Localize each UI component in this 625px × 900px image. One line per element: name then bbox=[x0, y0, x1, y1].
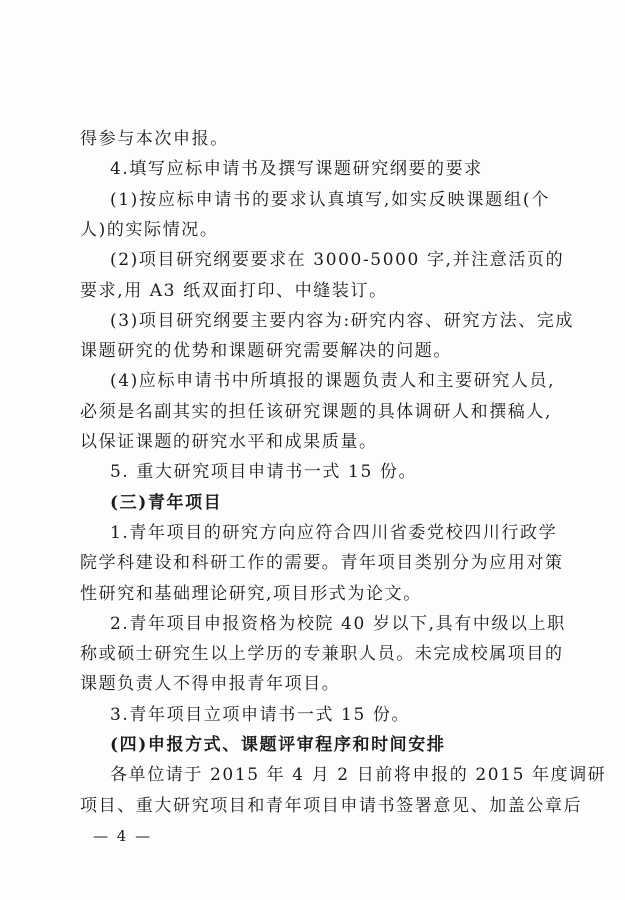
text-line: 1.青年项目的研究方向应符合四川省委党校四川行政学 bbox=[110, 523, 558, 543]
text-line: 5. 重大研究项目申请书一式 15 份。 bbox=[110, 462, 418, 482]
text-line: (3)项目研究纲要主要内容为:研究内容、研究方法、完成 bbox=[110, 311, 575, 331]
text-line: 要求,用 A3 纸双面打印、中缝装订。 bbox=[80, 281, 388, 301]
page-number: — 4 — bbox=[93, 827, 153, 845]
text-line: 性研究和基础理论研究,项目形式为论文。 bbox=[80, 584, 422, 604]
text-line: 各单位请于 2015 年 4 月 2 日前将申报的 2015 年度调研 bbox=[110, 765, 607, 785]
text-line: 院学科建设和科研工作的需要。青年项目类别分为应用对策 bbox=[80, 553, 564, 573]
section-heading: (三)青年项目 bbox=[110, 493, 223, 513]
text-line: (1)按应标申请书的要求认真填写,如实反映课题组(个 bbox=[110, 190, 550, 210]
text-line: 项目、重大研究项目和青年项目申请书签署意见、加盖公章后 bbox=[80, 796, 583, 816]
text-line: 以保证课题的研究水平和成果质量。 bbox=[80, 432, 378, 452]
section-heading: (四)申报方式、课题评审程序和时间安排 bbox=[110, 735, 446, 755]
text-line: 4.填写应标申请书及撰写课题研究纲要的要求 bbox=[110, 159, 483, 179]
text-line: 2.青年项目申报资格为校院 40 岁以下,具有中级以上职 bbox=[110, 614, 566, 634]
text-line: 必须是名副其实的担任该研究课题的具体调研人和撰稿人, bbox=[80, 402, 553, 422]
text-line: 课题研究的优势和课题研究需要解决的问题。 bbox=[80, 341, 452, 361]
text-line: 得参与本次申报。 bbox=[80, 129, 229, 149]
text-line: 称或硕士研究生以上学历的专兼职人员。未完成校属项目的 bbox=[80, 644, 564, 664]
text-line: (2)项目研究纲要要求在 3000-5000 字,并注意活页的 bbox=[110, 250, 565, 270]
text-line: (4)应标申请书中所填报的课题负责人和主要研究人员, bbox=[110, 371, 556, 391]
text-line: 3.青年项目立项申请书一式 15 份。 bbox=[110, 705, 411, 725]
text-line: 课题负责人不得申报青年项目。 bbox=[80, 674, 341, 694]
text-line: 人)的实际情况。 bbox=[80, 220, 219, 240]
